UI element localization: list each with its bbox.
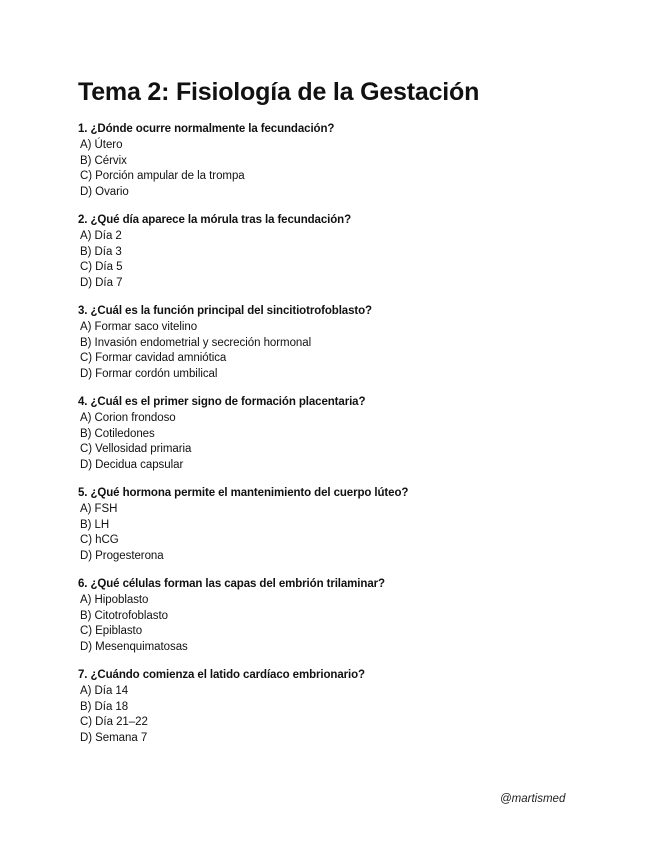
question-text: 5. ¿Qué hormona permite el mantenimiento del cuerpo lúteo? bbox=[78, 487, 409, 499]
question-block bbox=[78, 395, 618, 473]
answer-option: A) Corion frondoso bbox=[80, 412, 176, 424]
answer-option: C) Porción ampular de la trompa bbox=[80, 170, 245, 182]
answer-option: B) Cérvix bbox=[80, 154, 127, 167]
question-block bbox=[78, 577, 618, 655]
answer-option: D) Mesenquimatosas bbox=[80, 640, 188, 653]
page-title: Tema 2: Fisiología de la Gestación bbox=[78, 78, 480, 106]
answer-option: D) Día 7 bbox=[80, 276, 123, 289]
document-page bbox=[78, 76, 618, 759]
author-handle: @martismed bbox=[500, 793, 566, 805]
question-block bbox=[78, 486, 618, 564]
question-block bbox=[78, 304, 618, 382]
answer-option: B) Invasión endometrial y secreción hormonal bbox=[80, 336, 312, 349]
question-text: 3. ¿Cuál es la función principal del sincitiotrofoblasto? bbox=[78, 305, 372, 317]
question-text: 1. ¿Dónde ocurre normalmente la fecundación? bbox=[78, 123, 335, 135]
question-block bbox=[78, 668, 618, 746]
answer-option: C) Día 21–22 bbox=[80, 716, 148, 728]
answer-option: C) Día 5 bbox=[80, 261, 123, 273]
question-block bbox=[78, 122, 618, 200]
answer-option: D) Formar cordón umbilical bbox=[80, 367, 218, 380]
question-text: 6. ¿Qué células forman las capas del embrión trilaminar? bbox=[78, 578, 385, 590]
answer-option: C) hCG bbox=[80, 534, 119, 546]
answer-option: D) Ovario bbox=[80, 185, 129, 198]
answer-option: A) Útero bbox=[80, 139, 123, 151]
answer-option: A) Formar saco vitelino bbox=[80, 321, 198, 333]
question-text: 4. ¿Cuál es el primer signo de formación placentaria? bbox=[78, 396, 366, 408]
answer-option: B) LH bbox=[80, 518, 110, 531]
answer-option: B) Día 3 bbox=[80, 245, 122, 258]
answer-option: A) FSH bbox=[80, 503, 118, 515]
answer-option: A) Día 2 bbox=[80, 230, 122, 242]
question-text: 7. ¿Cuándo comienza el latido cardíaco embrionario? bbox=[78, 669, 365, 681]
question-text: 2. ¿Qué día aparece la mórula tras la fecundación? bbox=[78, 214, 352, 226]
answer-option: B) Día 18 bbox=[80, 700, 129, 713]
answer-option: A) Día 14 bbox=[80, 685, 129, 697]
answer-option: D) Progesterona bbox=[80, 549, 164, 562]
answer-option: B) Cotiledones bbox=[80, 427, 155, 440]
question-block bbox=[78, 213, 618, 291]
question-list bbox=[78, 122, 618, 746]
answer-option: A) Hipoblasto bbox=[80, 594, 149, 606]
answer-option: C) Epiblasto bbox=[80, 625, 143, 637]
answer-option: D) Semana 7 bbox=[80, 731, 148, 744]
answer-option: B) Citotrofoblasto bbox=[80, 609, 168, 622]
answer-option: C) Vellosidad primaria bbox=[80, 443, 192, 455]
answer-option: C) Formar cavidad amniótica bbox=[80, 352, 227, 364]
answer-option: D) Decidua capsular bbox=[80, 458, 184, 471]
